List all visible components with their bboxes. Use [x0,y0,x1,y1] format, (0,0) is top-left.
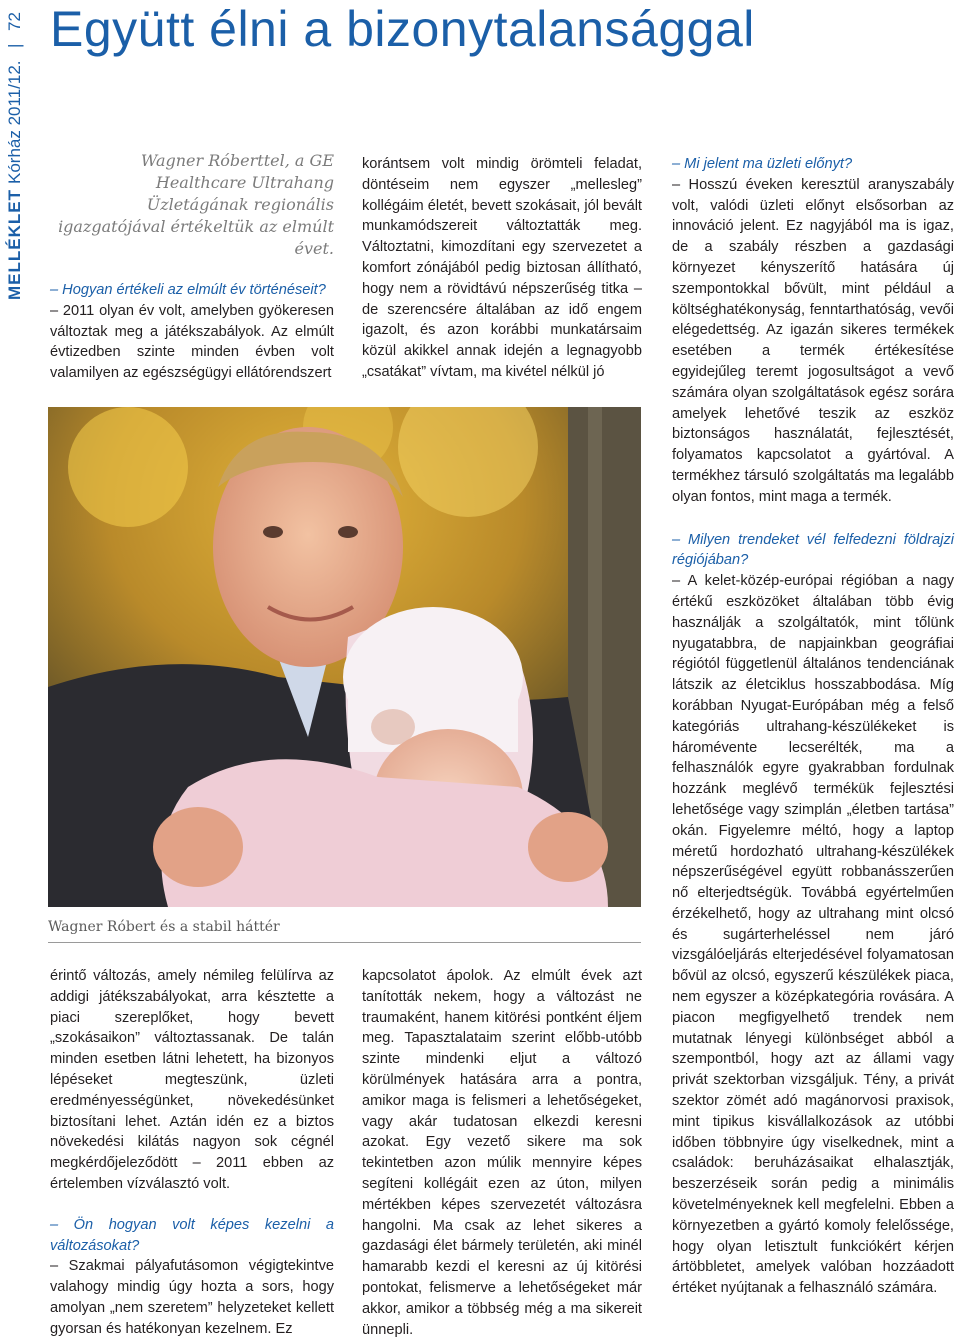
answer-2-end: kapcsolatot ápolok. Az elmúlt évek azt tanították nekem, hogy a változást ne traumaként, hanem kitörési pontként éljem meg. Tapasztalataim szerint előbb-utóbb szinte mindenki eljut a változó körülmények hatására arra a pontra, amikor maga is felismeri a lehetőségeket, vagy akár tudatosan elkezdi keresni azokat. Egy vezető sikere ma sok tekintetben azon múlik mennyire képes segíteni kollégáit ezen az úton, milyen mértékben képes szervezetét változásra hangolni. Ma csak az lehet sikeres a gazdasági élet bármely területén, aki minél hamarabb kezdi el keresni az új kitörési pontokat, felismerve a lehetőségeket már akkor, amikor a többség még a ma sikereit ünnepli. [362,968,642,1338]
answer-3: – Hosszú éveken keresztül aranyszabály volt, valódi üzleti előnyt elsősorban az innováció jelent. Ez nagyjából ma is igaz, de a szabály részben a gazdasági környezet kényszerítő hatására új szempontokkal bővült, mint például a költséghatékonyság, fenntarthatóság, vevői elégedettség. Az igazán sikeres termékek esetében a termék értékesítése egyidejűleg teremt jogosultságot a vevő számára olyan szolgáltatások egész sorára amelyek lehetővé teszik az eszköz biztonságos használatát, fejlesztését, folyamatos kapcsolatot a gyártóval. A termékhez társuló szolgáltatás ma legalább olyan fontos, mint maga a termék. [672,176,954,505]
column-1-bottom [50,966,334,1340]
photo-caption: Wagner Róbert és a stabil háttér [48,919,280,935]
question-2: – Ön hogyan volt képes kezelni a változásokat? [50,1216,334,1254]
article-title: Együtt élni a bizonytalansággal [50,1,755,57]
answer-2-continued: korántsem volt mindig örömteli feladat, döntéseim nem egyszer „mellesleg” kollégáim életét, bevett szokásait, jól bevált munkamódszereit változtatták meg. Változtatni, kimozdítani egy szervezetet a komfort zónájából pedig biztosan állítható, hogy nem a rövidtávú népszerűség titka – de szerencsére általában az idő engem igazolt, és azon korábbi munkatársaim közül akikkel annak idején a legnagyobb „csatákat” vívtam, ma kivétel nélkül jó [362,156,642,380]
magazine-issue: Kórház 2011/12. [5,60,24,185]
answer-4: – A kelet-közép-európai régióban a nagy értékű eszközöket általában több évig használják a szolgáltatók, mint tőlünk nyugatabbra, de napjainkban geográfiai régiótól függetlenül általános tendenciának látszik az életciklus hosszabbodása. Míg korábban Nyugat-Európában még a felső kategóriás ultrahang-készülékeket is háromévente lecserélték, ma a felhasználók egyre gyakrabban fordulnak hozzánk meglévő termékük fejlesztési lehetősége vagy szimplán „életben tartása” okán. Figyelemre méltó, hogy a laptop méretű hordozható ultrahang-készülékek népszerűségével együtt robbanásszerűen nő elterjedtségük. Továbbá egyértelműen érzékelhető, hogy az ultrahang mint olcsó és sugárterheléssel nem járó vizsgálóeljárás elterjedésével folyamatosan bővül az olcsó, egyszerű készülékek piaca, nem egyszer a középkategória rovására. A piacon megfigyelhető trendek nem mutatnak lényegi különbséget abból a szempontból, hogy azt az állami vagy privát szektorban vizsgáljuk. Tény, a privát szektor zömét adó magánorvosi praxisok, mint tipikus kisvállalkozások az utóbbi időben többnyire úgy viselkednek, mint a családok: beruházásaikat elhalasztják, beszerzéseik során pedig a minimális követelményeknek kell megfelelni. Ebben a környezetben a gyártó komoly felelőssége, hogy olyan letisztult funkciókért kérjen ártöbbletet, amelyek valóban hozzáadott értéket nyújtanak a felhasználó számára. [672,573,954,1297]
running-head [0,0,30,300]
answer-1-continued: érintő változás, amely némileg felülírva az addigi játékszabályokat, arra késztette a piaci szereplőket, hogy bevett „szokásaikon” változtassanak. De talán minden esetben látni lehetett, ha bizonyos lépéseket megteszünk, üzleti eredményességünket, növekedésünket biztosítani lehet. Aztán idén ez a biztos növekedési kilátás nagyon sok cégnél megkérdőjeleződött – 2011 ebben az értelemben vízválasztó volt. [50,968,334,1192]
column-2-bottom [362,966,642,1340]
portrait-photo [48,407,641,907]
answer-1: – 2011 olyan év volt, amelyben gyökeresen változtak meg a játékszabályok. Az elmúlt évtizedben szinte minden évben volt valamilyen az egészségügyi ellátórendszert [50,302,334,382]
article-lead: Wagner Róberttel, a GE Healthcare Ultrahang Üzletágának regionális igazgatójával értékeltük az elmúlt évet. [58,151,334,258]
column-3 [672,154,954,1299]
answer-2: – Szakmai pályafutásomon végigtekintve valahogy mindig úgy hozta a sors, hogy amolyan „nem szeretem” helyzeteket kellett gyorsan és hatékonyan kezelnem. Ez [50,1258,334,1337]
question-1: – Hogyan értékeli az elmúlt év történéseit? [50,282,326,298]
column-2-top [362,154,642,383]
question-4: – Milyen trendeket vél felfedezni földrajzi régiójában? [672,531,954,569]
section-label: MELLÉKLET [5,189,24,300]
question-3: – Mi jelent ma üzleti előnyt? [672,156,853,172]
separator: | [5,43,24,49]
page-number: 72 [5,11,24,31]
caption-divider [48,942,641,943]
column-1-top [50,280,334,384]
photo-image [48,407,641,907]
